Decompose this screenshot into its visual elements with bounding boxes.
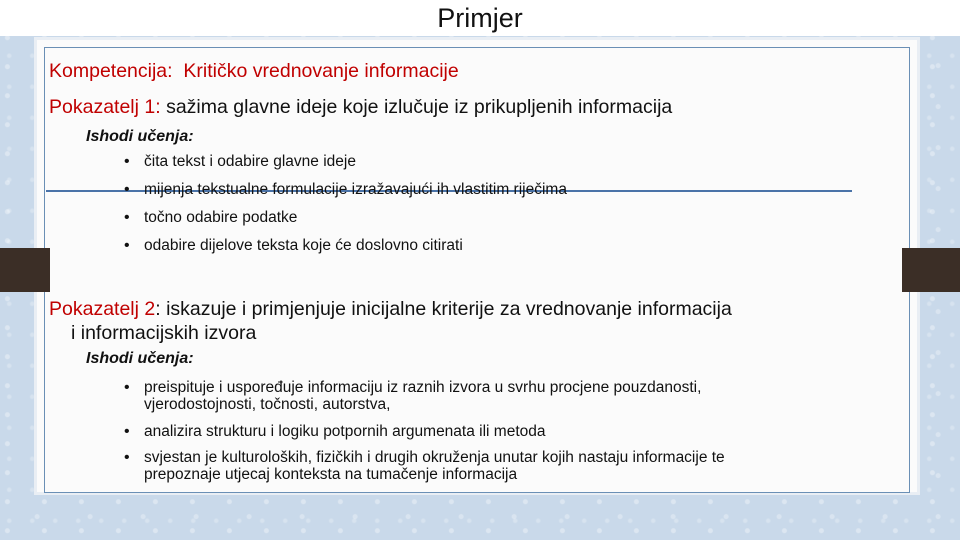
- pokazatelj1-line: [49, 96, 672, 119]
- kompetencija-line: [49, 60, 459, 83]
- list-item: • analizira strukturu i logiku potpornih argumenata ili metoda: [124, 423, 546, 440]
- bullet-icon: •: [124, 237, 130, 254]
- pokazatelj2-line1: [49, 297, 732, 321]
- bullet-icon: •: [124, 209, 130, 226]
- list-item: • svjestan je kulturoloških, fizičkih i drugih okruženja unutar kojih nastaju informacije te prepoznaje utjecaj konteksta na tumačenje informacija: [124, 449, 725, 483]
- bullet-icon: •: [124, 153, 130, 170]
- pokazatelj2-ishodi-label: Ishodi učenja:: [86, 350, 194, 367]
- bullet-icon: •: [124, 181, 130, 198]
- list-item: • mijenja tekstualne formulacije izražavajući ih vlastitim riječima: [124, 181, 567, 198]
- bullet-icon: •: [124, 449, 130, 466]
- list-item: • točno odabire podatke: [124, 209, 298, 226]
- slide-title: Primjer: [0, 0, 960, 36]
- pokazatelj2-block: [49, 297, 732, 345]
- pokazatelj2-ishodi-list: [124, 379, 725, 483]
- pokazatelj2-text-line1: : iskazuje i primjenjuje inicijalne kriterije za vrednovanje informacija: [155, 298, 732, 320]
- pokazatelj1-ishodi-label: Ishodi učenja:: [86, 128, 194, 145]
- pokazatelj1-text: sažima glavne ideje koje izlučuje iz prikupljenih informacija: [166, 96, 673, 118]
- list-item: • čita tekst i odabire glavne ideje: [124, 153, 356, 170]
- left-side-tab: [0, 248, 50, 292]
- list-item: • preispituje i uspoređuje informaciju iz raznih izvora u svrhu procjene pouzdanosti, vjerodostojnosti, točnosti, autorstva,: [124, 379, 702, 413]
- kompetencija-value: Kritičko vrednovanje informacije: [183, 60, 459, 82]
- right-side-tab: [902, 248, 960, 292]
- list-item: • odabire dijelove teksta koje će doslovno citirati: [124, 237, 463, 254]
- pokazatelj2-label: Pokazatelj 2: [49, 298, 156, 320]
- pokazatelj1-ishodi-list: [124, 153, 567, 255]
- bullet-icon: •: [124, 379, 130, 396]
- pokazatelj2-text-line2: i informacijskih izvora: [71, 322, 257, 344]
- bullet-icon: •: [124, 423, 130, 440]
- pokazatelj1-label: Pokazatelj 1:: [49, 96, 161, 118]
- kompetencija-label: Kompetencija:: [49, 60, 173, 82]
